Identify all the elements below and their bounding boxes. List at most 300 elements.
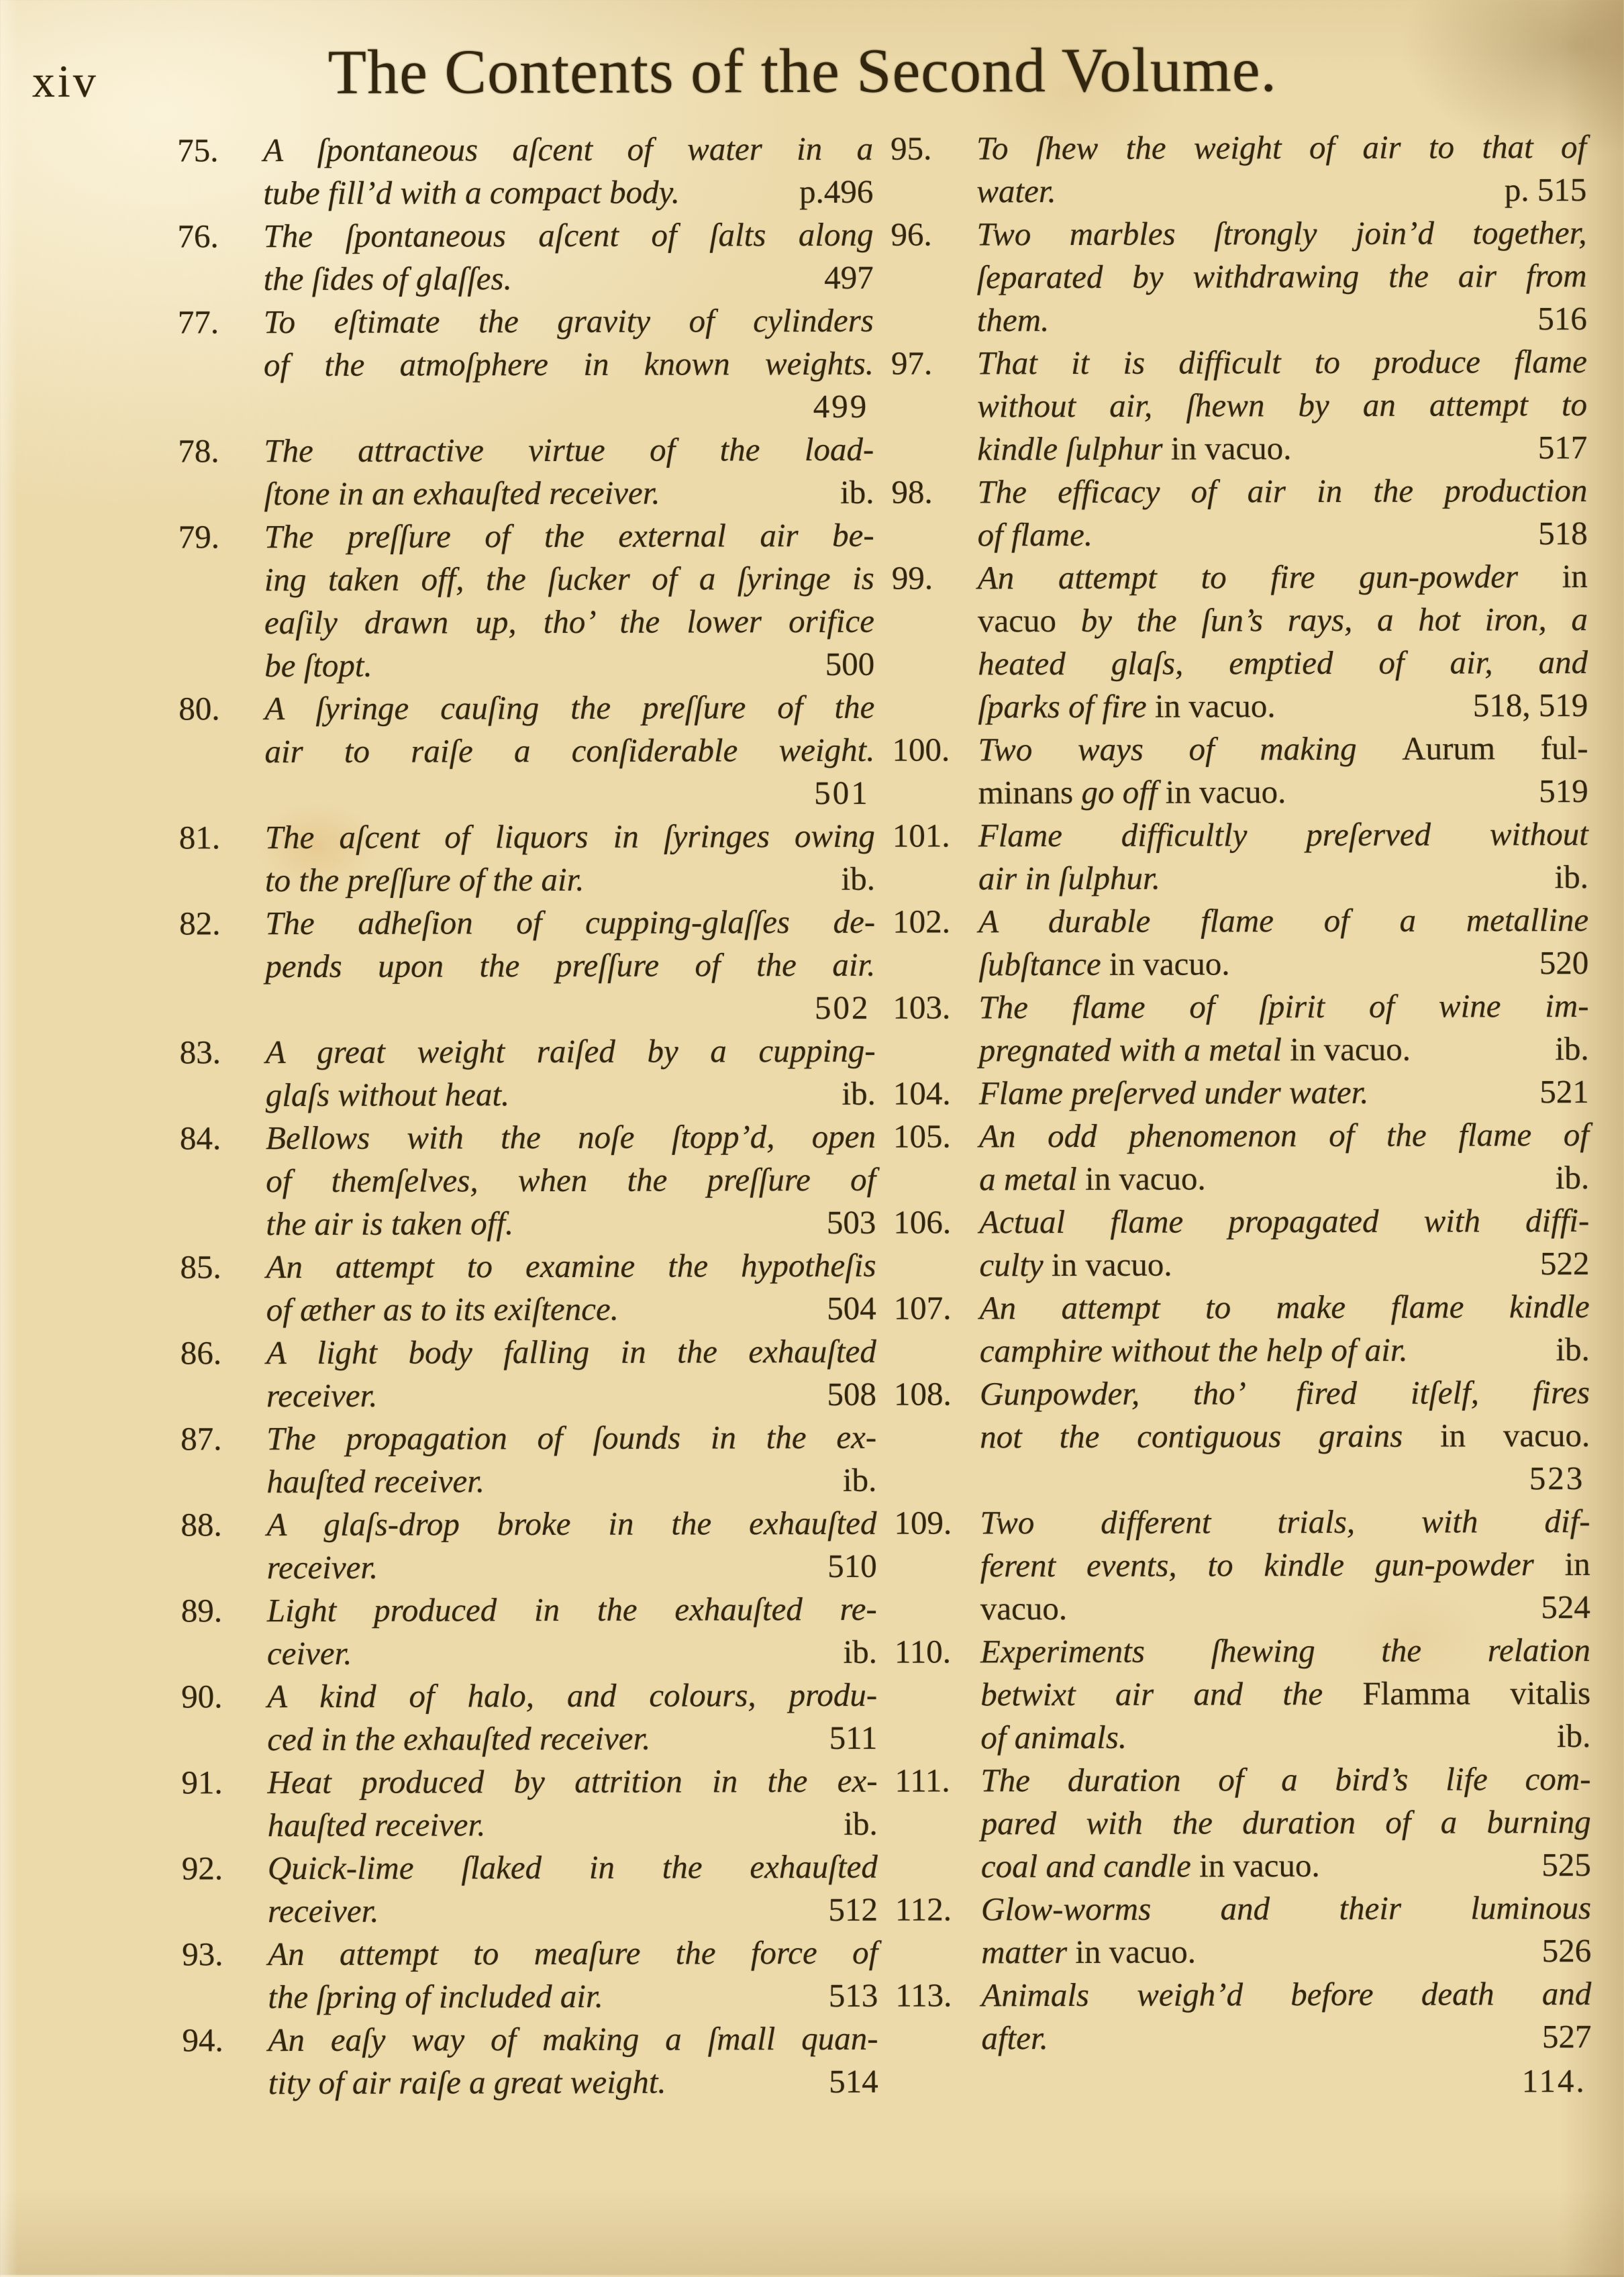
page-number: 500 [825, 645, 875, 682]
roman-text: Aurum ful- [1402, 729, 1588, 767]
italic-text: A kind of halo, and colours, produ- [267, 1676, 878, 1715]
entry-line [979, 1156, 1589, 1201]
italic-text: The preſſure of the external air be- [264, 516, 874, 556]
entry-line [264, 643, 874, 687]
entry-line [980, 1328, 1590, 1372]
italic-text: An eaſy way of making a ſmall quan- [268, 2019, 878, 2059]
entry-line [264, 428, 874, 472]
entry-line [977, 469, 1587, 513]
entry-line [266, 1287, 876, 1331]
toc-entry [894, 1285, 1590, 1373]
entry-number: 103. [893, 989, 951, 1026]
italic-text: The efficacy of air in the production [977, 471, 1588, 511]
entry-number: 83. [179, 1033, 221, 1071]
entry-line [980, 1414, 1590, 1458]
entry-number: 76. [177, 217, 219, 255]
italic-text: A glaſs-drop broke in the exhauſted [266, 1504, 877, 1544]
italic-text: air to raiſe a conſiderable weight. [264, 731, 875, 770]
entry-line [981, 1843, 1591, 1888]
entry-line [263, 170, 873, 215]
entry-line [268, 1931, 878, 1976]
entry-number: 108. [893, 1375, 952, 1413]
toc-entry [895, 1629, 1590, 1760]
entry-number: 105. [893, 1117, 951, 1155]
italic-text: matter [981, 1933, 1076, 1971]
page-number: ib. [843, 1633, 878, 1670]
entry-line [266, 1158, 876, 1203]
italic-text: An attempt to examine the hypotheſis [266, 1246, 876, 1286]
page-number: 526 [1541, 1931, 1592, 1970]
italic-text: eaſily drawn up, tho’ the lower orifice [264, 602, 875, 642]
entry-line [264, 385, 874, 429]
entry-line [978, 598, 1588, 642]
page-number: p.496 [799, 172, 874, 211]
toc-entry [178, 428, 874, 516]
entry-line [266, 1459, 876, 1503]
page-number: 499 [813, 387, 869, 425]
entry-number: 95. [891, 130, 932, 167]
entry-line [977, 297, 1587, 342]
entry-line [979, 1113, 1589, 1158]
entry-line [980, 1672, 1590, 1716]
italic-text: A ſyringe cauſing the preſſure of the [264, 688, 875, 727]
roman-text: in vacuo. [1439, 1416, 1590, 1454]
roman-text: in [1562, 557, 1588, 595]
italic-text: The adheſion of cupping-glaſſes de- [265, 903, 876, 942]
page-number: 527 [1541, 2017, 1592, 2056]
entry-line [264, 342, 874, 387]
page-number: 511 [829, 1719, 878, 1756]
page-number: 524 [1541, 1588, 1590, 1626]
entry-number: 99. [891, 559, 933, 597]
entry-line [264, 471, 874, 515]
italic-text: to the preſſure of the air. [264, 860, 585, 899]
italic-text: Heat produced by attrition in the ex- [267, 1762, 878, 1801]
toc-entry [181, 1588, 877, 1676]
entry-line [265, 901, 875, 945]
catchword-number: 114. [1521, 2062, 1586, 2100]
entry-number: 79. [178, 518, 219, 556]
italic-text: A great weight raiſed by a cupping- [265, 1031, 876, 1071]
entry-line [267, 1717, 877, 1761]
toc-entry [894, 1500, 1590, 1631]
entry-line [981, 2015, 1591, 2060]
entry-number: 89. [181, 1592, 223, 1629]
entry-line [977, 383, 1587, 427]
italic-text: An attempt to meaſure the force of [268, 1933, 878, 1973]
entry-line [979, 1070, 1589, 1115]
italic-text: of the atmoſphere in known weights. [263, 344, 874, 384]
entry-line [265, 944, 875, 988]
entry-line [266, 1072, 876, 1117]
entry-number: 98. [891, 473, 933, 511]
toc-column-left [177, 128, 878, 2107]
entry-line [264, 514, 874, 558]
italic-text: That it is difficult to produce flame [976, 342, 1588, 382]
toc-entry [893, 1070, 1589, 1115]
page-number: ib. [842, 1461, 877, 1499]
entry-line [980, 1758, 1590, 1802]
toc-entry [180, 1029, 876, 1117]
italic-text: camphire without the help of air. [979, 1331, 1408, 1370]
entry-line [979, 1027, 1589, 1072]
entry-number: 102. [893, 903, 950, 940]
italic-text: glaſs without heat. [265, 1076, 510, 1114]
italic-text: be ſtopt. [264, 646, 372, 685]
entry-line [980, 1371, 1590, 1415]
italic-text: go off [1081, 773, 1166, 811]
roman-text: in vacuo. [1109, 945, 1230, 982]
entry-line [981, 1801, 1591, 1845]
entry-line [976, 211, 1586, 256]
toc-entry [892, 727, 1588, 815]
roman-text: Flamma vitalis [1362, 1674, 1591, 1712]
italic-text: A ſpontaneous aſcent of water in a [263, 130, 874, 169]
entry-line [977, 426, 1587, 470]
toc-entry [893, 1113, 1589, 1201]
entry-number: 85. [180, 1248, 221, 1286]
page-number: ib. [1554, 858, 1589, 896]
page-number: 512 [828, 1890, 878, 1928]
entry-line [977, 254, 1587, 299]
toc-entry [893, 984, 1588, 1072]
italic-text: of animals. [980, 1718, 1127, 1756]
italic-text: tity of air raiſe a great weight. [268, 2063, 666, 2102]
entry-line [978, 770, 1588, 814]
entry-number: 88. [181, 1506, 222, 1544]
entry-line [266, 1330, 876, 1374]
italic-text: them. [976, 301, 1050, 339]
roman-text: in vacuo. [1290, 1030, 1411, 1068]
roman-text: vacuo [977, 601, 1081, 640]
toc-entry [895, 1758, 1590, 1888]
entry-line [976, 125, 1586, 170]
entry-line [263, 213, 873, 258]
italic-text: Two ways of making [978, 729, 1403, 768]
page-number: 510 [827, 1547, 877, 1584]
table-of-contents [177, 125, 1592, 2106]
italic-text: the air is taken off. [266, 1205, 514, 1243]
toc-entry [179, 686, 874, 817]
italic-text: ferent events, to kindle gun-powder [980, 1546, 1565, 1584]
entry-number: 87. [181, 1420, 222, 1458]
italic-text: not the contiguous grains [980, 1417, 1441, 1456]
entry-line [267, 1545, 877, 1589]
italic-text: ced in the exhauſted receiver. [267, 1719, 651, 1758]
italic-text: a metal [979, 1160, 1086, 1198]
toc-column-right [891, 125, 1592, 2105]
italic-text: receiver. [266, 1376, 378, 1415]
entry-line [978, 856, 1588, 900]
entry-line [980, 1500, 1590, 1544]
italic-text: Quick-lime ſlaked in the exhauſted [267, 1848, 878, 1887]
italic-text: The ſpontaneous aſcent of ſalts along [263, 215, 874, 255]
italic-text: ſeparated by withdrawing the air from [976, 256, 1587, 296]
entry-number: 90. [181, 1678, 223, 1715]
italic-text: The aſcent of liquors in ſyringes owing [264, 817, 875, 856]
entry-number: 112. [895, 1890, 952, 1928]
roman-text: in vacuo. [1154, 687, 1276, 725]
italic-text: the ſides of glaſſes. [263, 260, 512, 298]
entry-line [978, 512, 1588, 556]
entry-line [980, 1457, 1590, 1501]
italic-text: receiver. [266, 1548, 378, 1586]
page-number: 497 [824, 258, 874, 296]
entry-line [978, 641, 1588, 685]
italic-text: culty [979, 1246, 1052, 1284]
toc-entry [179, 815, 875, 903]
entry-line [980, 1715, 1590, 1759]
toc-entry [893, 899, 1588, 986]
entry-line [266, 1115, 876, 1160]
entry-number: 110. [894, 1633, 952, 1670]
entry-line [264, 686, 874, 730]
entry-number: 107. [893, 1289, 952, 1327]
italic-text: tube fill’d with a compact body. [263, 173, 680, 212]
italic-text: An odd phenomenon of the flame of [978, 1115, 1590, 1155]
italic-text: ſubſtance [978, 945, 1109, 983]
italic-text: Flame preſerved under water. [978, 1073, 1369, 1112]
entry-line [978, 899, 1588, 943]
italic-text: The flame of ſpirit of wine im- [978, 986, 1589, 1026]
page-number: ib. [1556, 1717, 1591, 1755]
entry-line [265, 772, 875, 816]
italic-text: receiver. [267, 1892, 379, 1930]
italic-text: Animals weigh’d before death and [981, 1974, 1592, 2014]
italic-text: Two different trials, with dif- [980, 1502, 1590, 1541]
entry-line [268, 1803, 878, 1847]
entry-number: 77. [177, 303, 219, 341]
page-number: 518 [1538, 514, 1588, 552]
italic-text: Flame difficultly preſerved without [978, 815, 1588, 854]
entry-number: 109. [894, 1504, 952, 1541]
page-number: 517 [1537, 428, 1588, 466]
toc-entry [177, 213, 873, 301]
italic-text: Bellows with the noſe ſtopp’d, open [265, 1117, 876, 1157]
entry-number: 106. [893, 1203, 952, 1241]
italic-text: after. [981, 2019, 1048, 2057]
italic-text: water. [976, 172, 1056, 210]
entry-line [978, 984, 1588, 1029]
page-number: p. 515 [1504, 170, 1587, 209]
toc-entry [894, 1371, 1590, 1502]
toc-entry [181, 1416, 876, 1504]
toc-entry [891, 340, 1587, 471]
entry-line [268, 2017, 878, 2062]
italic-text: ing taken off, the ſucker of a ſyringe is [264, 559, 874, 599]
entry-line [268, 1974, 878, 2019]
entry-number: 113. [895, 1976, 952, 2014]
entry-line [978, 813, 1588, 857]
entry-line [267, 1674, 877, 1718]
roman-text: minans [978, 773, 1082, 811]
italic-text: air in ſulphur. [978, 859, 1160, 897]
toc-entry [181, 1674, 877, 1762]
entry-number: 100. [892, 731, 950, 768]
italic-text: without air, ſhewn by an attempt to [977, 385, 1588, 425]
entry-line [980, 1543, 1590, 1587]
italic-text: ceiver. [266, 1634, 352, 1672]
italic-text: of æther as to its exiſtence. [266, 1290, 619, 1329]
toc-entry [893, 1199, 1589, 1287]
roman-text: in vacuo. [1051, 1246, 1172, 1284]
entry-number: 91. [181, 1764, 223, 1801]
toc-entry [891, 125, 1586, 213]
roman-text: in vacuo. [1170, 429, 1292, 467]
page-number: ib. [841, 860, 876, 897]
entry-line [978, 684, 1588, 728]
roman-text: vacuo. [980, 1590, 1068, 1627]
italic-text: betwixt air and the [980, 1674, 1363, 1713]
entry-line [264, 600, 874, 644]
toc-entry [891, 469, 1587, 557]
catchword [896, 2060, 1592, 2105]
toc-entry [178, 299, 874, 430]
italic-text: pends upon the preſſure of the air. [265, 946, 876, 985]
page-number: ib. [842, 1074, 876, 1112]
italic-text: ſparks of fire [978, 687, 1155, 725]
italic-text: ſtone in an exhauſted receiver. [264, 474, 660, 513]
entry-number: 104. [893, 1074, 951, 1112]
entry-number: 97. [891, 344, 933, 382]
italic-text: An attempt to fire gun-powder [977, 558, 1562, 597]
entry-number: 75. [177, 132, 219, 169]
entry-line [981, 1929, 1591, 1974]
entry-line [978, 555, 1588, 599]
page-number: 514 [829, 2062, 878, 2100]
italic-text: of themſelves, when the preſſure of [266, 1160, 876, 1200]
entry-line [266, 1244, 876, 1288]
roman-text: in vacuo. [1075, 1933, 1197, 1970]
entry-number: 80. [179, 690, 220, 727]
entry-line [980, 1285, 1590, 1329]
italic-text: A durable flame of a metalline [978, 901, 1589, 940]
entry-line [264, 299, 874, 344]
italic-text: pregnated with a metal [978, 1031, 1290, 1069]
italic-text: hauſted receiver. [267, 1806, 486, 1844]
italic-text: The duration of a bird’s life com- [980, 1760, 1591, 1799]
page-number: ib. [844, 1805, 878, 1842]
toc-entry [177, 128, 873, 215]
entry-line [264, 256, 874, 301]
italic-text: the ſpring of included air. [268, 1977, 603, 2016]
entry-number: 86. [180, 1334, 222, 1372]
entry-line [981, 1886, 1591, 1931]
page-number: 513 [828, 1976, 878, 2014]
toc-entry [895, 1886, 1591, 1974]
entry-line [266, 1029, 876, 1074]
entry-number: 94. [182, 2021, 223, 2059]
page-number: 508 [827, 1375, 877, 1413]
entry-line [263, 128, 873, 172]
italic-text: Actual flame propagated with diffi- [979, 1201, 1590, 1241]
entry-line [979, 1242, 1589, 1286]
entry-line [977, 340, 1587, 385]
toc-entry [181, 1502, 876, 1590]
entry-line [267, 1588, 877, 1632]
roman-text: in [1564, 1545, 1590, 1583]
page-number: ib. [1555, 1158, 1590, 1197]
entry-number: 96. [891, 215, 932, 253]
entry-number: 78. [178, 432, 219, 470]
page-number: 501 [814, 774, 870, 811]
toc-entry [181, 1760, 877, 1848]
page-number: ib. [1555, 1029, 1589, 1068]
page-number: ib. [840, 473, 874, 511]
entry-number: 101. [892, 817, 950, 854]
page-number: 520 [1539, 944, 1589, 982]
page-number: 503 [826, 1203, 876, 1241]
entry-line [266, 1502, 876, 1546]
italic-text: The attractive virtue of the load- [264, 430, 874, 470]
entry-line [264, 729, 874, 773]
roman-text: in vacuo. [1084, 1160, 1206, 1197]
italic-text: To ſhew the weight of air to that of [976, 128, 1587, 167]
toc-entry [179, 901, 875, 1031]
page-number: 516 [1537, 299, 1587, 338]
entry-line [980, 1586, 1590, 1630]
italic-text: The propagation of ſounds in the ex- [266, 1418, 877, 1458]
roman-text: in vacuo. [1165, 773, 1286, 811]
italic-text: Light produced in the exhauſted re- [266, 1590, 877, 1629]
page-number: 522 [1539, 1244, 1590, 1282]
toc-entry [895, 1972, 1591, 2060]
italic-text: heated glaſs, emptied of air, and [978, 643, 1588, 682]
italic-text: An attempt to make flame kindle [979, 1287, 1590, 1327]
page-number: 525 [1541, 1845, 1591, 1884]
entry-number: 81. [179, 819, 221, 856]
entry-number: 111. [895, 1762, 950, 1799]
italic-text: by the ſun’s rays, a hot iron, a [1080, 600, 1588, 639]
entry-line [981, 1972, 1591, 2017]
italic-text: kindle ſulphur [977, 429, 1171, 468]
toc-entry [182, 1845, 878, 1933]
italic-text: Gunpowder, tho’ fired itſelf, fires [979, 1373, 1590, 1413]
entry-line [266, 1201, 876, 1246]
page-number: 519 [1539, 772, 1588, 810]
italic-text: of flame. [977, 515, 1093, 554]
page-number: 502 [814, 989, 870, 1026]
italic-text: hauſted receiver. [266, 1462, 485, 1501]
italic-text: Glow-worms and their luminous [980, 1888, 1592, 1928]
entry-line [978, 727, 1588, 771]
toc-entry [892, 555, 1588, 729]
entry-line [264, 557, 874, 601]
entry-number: 82. [179, 905, 221, 942]
entry-number: 92. [181, 1850, 223, 1887]
page-title: The Contents of the Second Volume. [327, 35, 1278, 107]
folio-page-number: xiv [32, 55, 99, 107]
page-number: 518, 519 [1472, 686, 1588, 724]
entry-line [265, 815, 875, 859]
entry-line [268, 1845, 878, 1890]
entry-line [265, 986, 875, 1031]
toc-entry [181, 1330, 876, 1418]
italic-text: Experiments ſhewing the relation [980, 1631, 1591, 1670]
toc-entry [893, 813, 1588, 901]
entry-line [979, 1199, 1589, 1244]
toc-entry [180, 1244, 876, 1332]
toc-entry [179, 514, 875, 688]
entry-line [266, 1416, 876, 1460]
entry-line [980, 1629, 1590, 1673]
italic-text: A light body falling in the exhauſted [266, 1332, 876, 1372]
entry-number: 93. [182, 1935, 223, 1973]
entry-line [978, 942, 1588, 986]
toc-entry [182, 2017, 878, 2105]
page-number: 504 [827, 1289, 876, 1327]
italic-text: Two marbles ſtrongly join’d together, [976, 213, 1587, 253]
